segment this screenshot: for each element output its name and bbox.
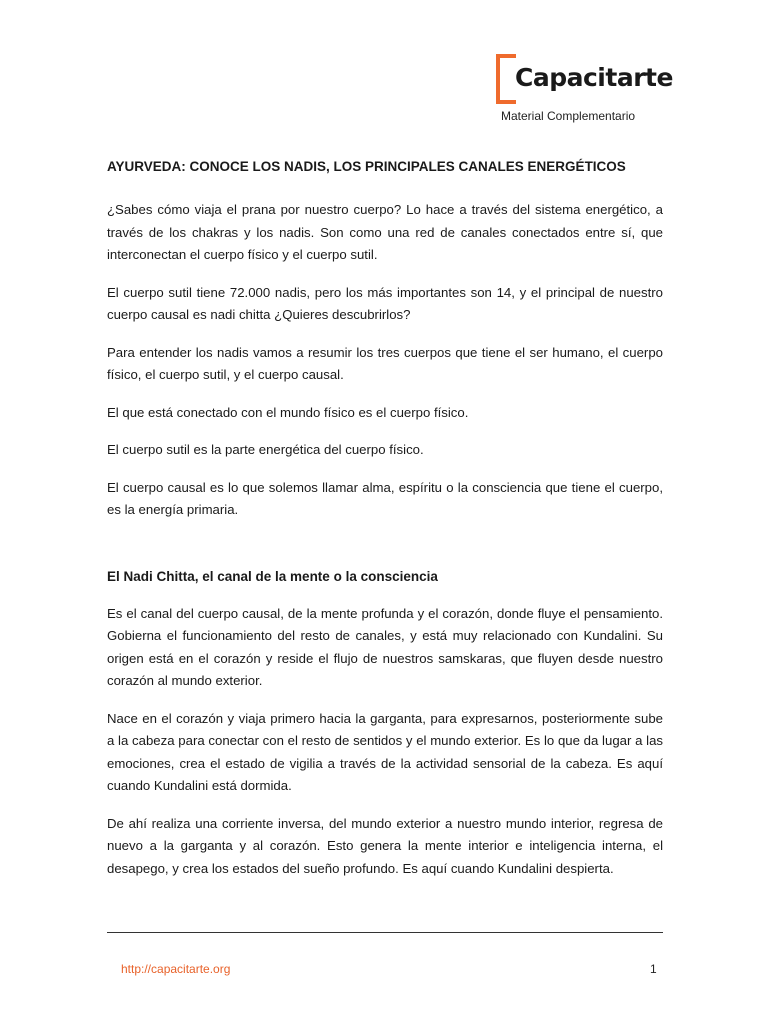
footer-website-link[interactable]: http://capacitarte.org — [121, 962, 231, 976]
intro-paragraph-2: El cuerpo sutil tiene 72.000 nadis, pero los más importantes son 14, y el principal de nuestro cuerpo causal es nadi chitta ¿Quieres descubrirlos? — [107, 284, 663, 322]
article-body — [107, 156, 663, 895]
intro-paragraph-4: El que está conectado con el mundo físico es el cuerpo físico. — [107, 404, 469, 420]
section-paragraph-1: Es el canal del cuerpo causal, de la mente profunda y el corazón, donde fluye el pensamiento. Gobierna el funcionamiento del resto de canales, y está muy relacionado con Kundalini. Su origen está en el corazón y reside el flujo de nuestros samskaras, que fluyen desde nuestro corazón al mundo exterior. — [107, 605, 663, 688]
section-paragraph-2: Nace en el corazón y viaja primero hacia la garganta, para expresarnos, posteriormente sube a la cabeza para conectar con el resto de sentidos y el mundo exterior. Es lo que da lugar a las emociones, crea el estado de vigilia a través de la actividad sensorial de la cabeza. Es aquí cuando Kundalini está dormida. — [107, 710, 663, 793]
footer-divider — [107, 932, 663, 933]
section-title: El Nadi Chitta, el canal de la mente o la consciencia — [107, 568, 438, 584]
capacitarte-logo — [496, 54, 676, 130]
intro-paragraph-3: Para entender los nadis vamos a resumir los tres cuerpos que tiene el ser humano, el cuerpo físico, el cuerpo sutil, y el cuerpo causal. — [107, 344, 663, 382]
page-number: 1 — [650, 962, 657, 976]
logo-bracket-mark — [496, 54, 516, 104]
logo-subtitle: Material Complementario — [501, 109, 636, 123]
article-title: AYURVEDA: CONOCE LOS NADIS, LOS PRINCIPALES CANALES ENERGÉTICOS — [107, 159, 626, 174]
intro-paragraph-6: El cuerpo causal es lo que solemos llamar alma, espíritu o la consciencia que tiene el cuerpo, es la energía primaria. — [107, 479, 663, 517]
section-paragraph-3: De ahí realiza una corriente inversa, del mundo exterior a nuestro mundo interior, regresa de nuevo a la garganta y al corazón. Esto genera la mente interior e inteligencia interna, el desapego, y crea los estados del sueño profundo. Es aquí cuando Kundalini despierta. — [107, 815, 663, 876]
intro-paragraph-5: El cuerpo sutil es la parte energética del cuerpo físico. — [107, 442, 424, 457]
logo-name: Capacitarte — [515, 63, 673, 92]
intro-paragraph-1: ¿Sabes cómo viaja el prana por nuestro cuerpo? Lo hace a través del sistema energético, a través de los chakras y los nadis. Son como una red de canales conectados entre sí, que interconectan el cuerpo físico y el cuerpo sutil. — [107, 202, 663, 262]
